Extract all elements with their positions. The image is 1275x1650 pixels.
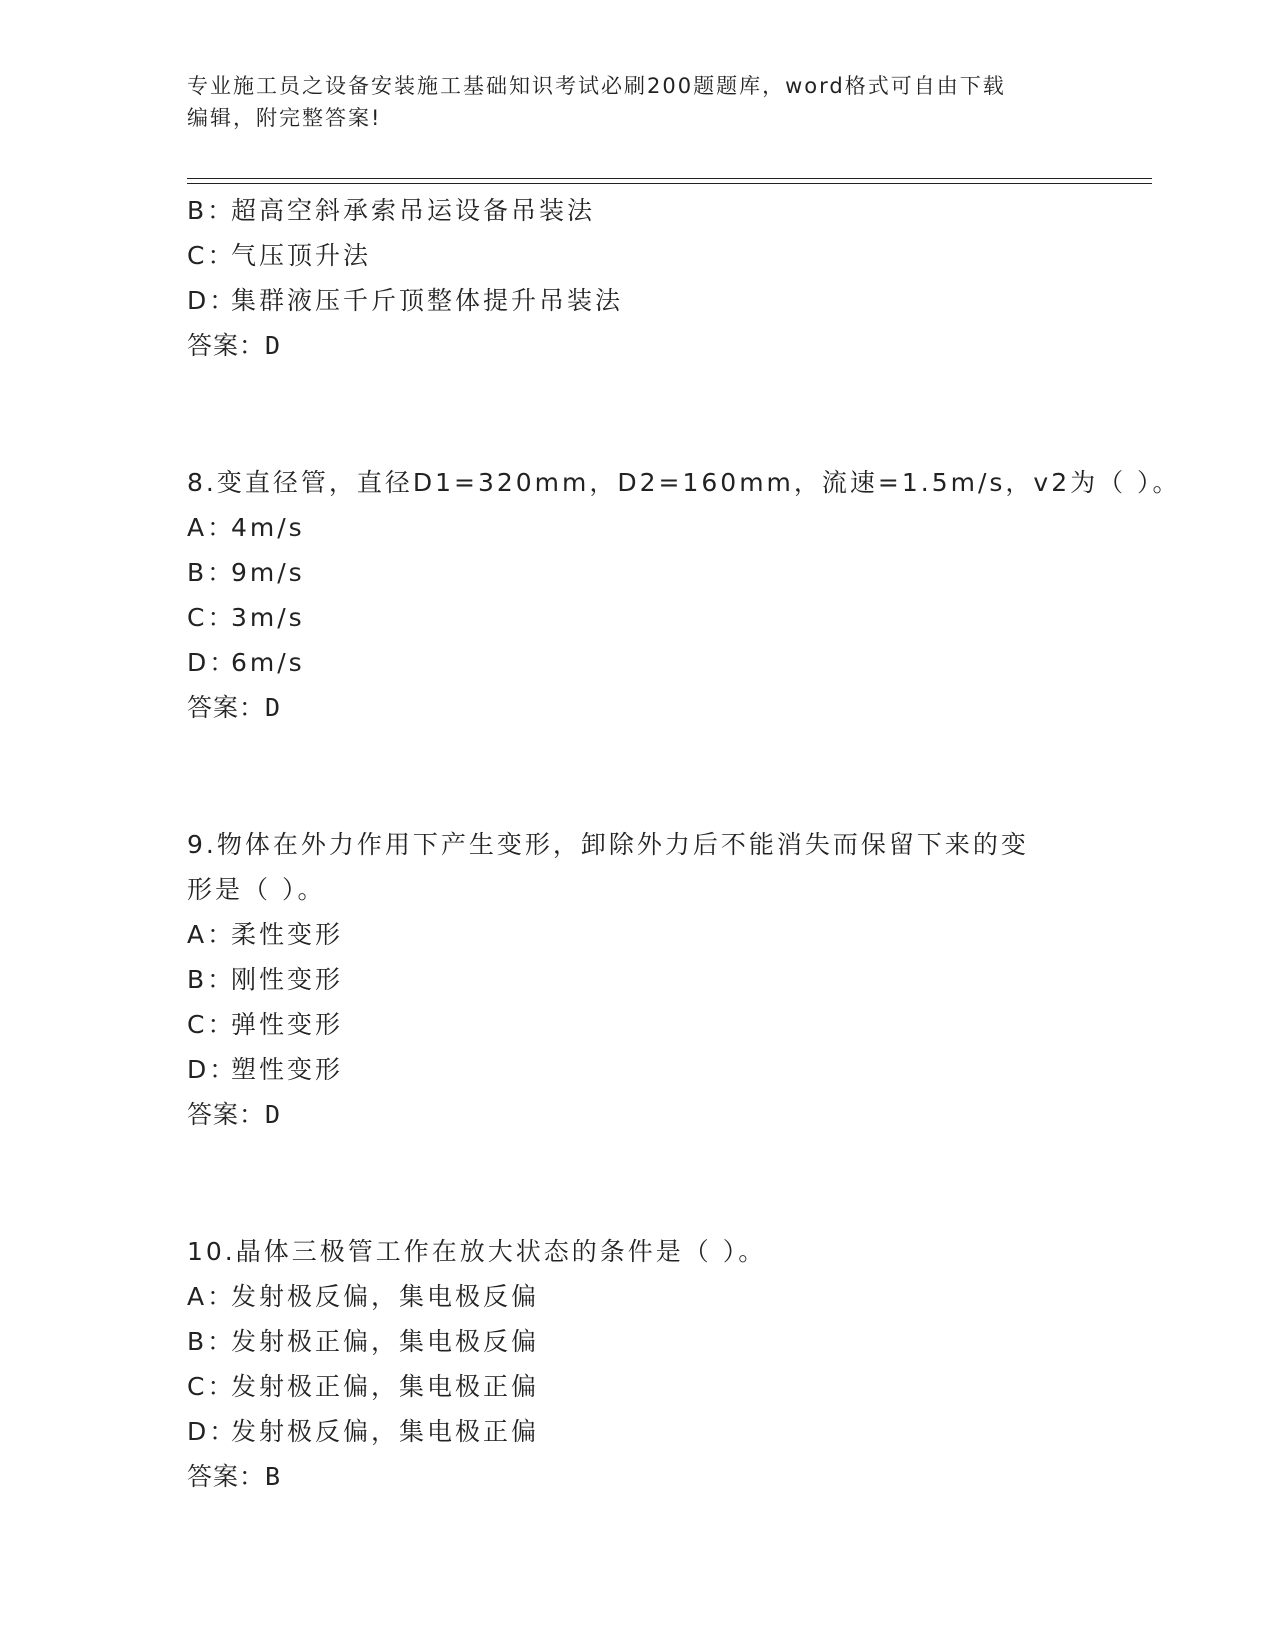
header-divider-bottom	[187, 183, 1152, 184]
option-d-label: D：	[187, 1417, 238, 1446]
option-text: 塑性变形	[231, 1055, 344, 1084]
question-10-block	[187, 1229, 1087, 1499]
option-text: 4m/s	[231, 513, 305, 542]
option-b-label: B：	[187, 558, 236, 587]
option-text: 气压顶升法	[231, 241, 372, 270]
option-c-label: C：	[187, 1372, 236, 1401]
question-8-option-d	[187, 640, 1087, 685]
option-b-label: B：	[187, 1327, 236, 1356]
question-9-option-b	[187, 957, 1087, 1002]
question-10-option-c	[187, 1364, 1087, 1409]
header-divider-top	[187, 178, 1152, 179]
spacer	[187, 1137, 1087, 1229]
option-text: 发射极反偏，集电极反偏	[231, 1282, 540, 1311]
option-d-label: D：	[187, 1055, 238, 1084]
question-9-option-c	[187, 1002, 1087, 1047]
option-text: 超高空斜承索吊运设备吊装法	[231, 196, 596, 225]
question-10-answer: 答案：B	[187, 1462, 282, 1491]
spacer	[187, 368, 1087, 460]
question-10-option-d	[187, 1409, 1087, 1454]
option-text: 发射极正偏，集电极反偏	[231, 1327, 540, 1356]
option-b-label: B：	[187, 965, 236, 994]
header-title-line-1: 专业施工员之设备安装施工基础知识考试必刷200题题库，word格式可自由下载	[187, 74, 1006, 98]
question-8-text: 8.变直径管，直径D1=320mm，D2=160mm，流速=1.5m/s，v2为（ ）。	[187, 468, 1181, 497]
option-text: 集群液压千斤顶整体提升吊装法	[231, 286, 624, 315]
question-8-option-b	[187, 550, 1087, 595]
spacer	[187, 730, 1087, 822]
question-10-text: 10.晶体三极管工作在放大状态的条件是（ ）。	[187, 1237, 767, 1266]
option-text: 弹性变形	[231, 1010, 344, 1039]
question-7-option-b	[187, 188, 1087, 233]
question-7-option-d	[187, 278, 1087, 323]
question-9-block	[187, 822, 1087, 1137]
option-text: 6m/s	[231, 648, 305, 677]
option-c-label: C：	[187, 603, 236, 632]
question-8-block	[187, 460, 1181, 730]
question-9-answer: 答案：D	[187, 1100, 282, 1129]
question-10-option-b	[187, 1319, 1087, 1364]
option-b-label: B：	[187, 196, 236, 225]
question-8-option-a	[187, 505, 1087, 550]
question-9-text-line-1: 9.物体在外力作用下产生变形，卸除外力后不能消失而保留下来的变	[187, 830, 1029, 859]
question-9-text-line-2: 形是（ ）。	[187, 875, 326, 904]
question-7-block	[187, 188, 1087, 368]
question-9-option-d	[187, 1047, 1087, 1092]
question-8-answer: 答案：D	[187, 693, 282, 722]
option-text: 9m/s	[231, 558, 305, 587]
question-7-option-c	[187, 233, 1087, 278]
question-10-option-a	[187, 1274, 1087, 1319]
question-8-option-c	[187, 595, 1087, 640]
option-a-label: A：	[187, 920, 236, 949]
question-9-option-a	[187, 912, 1087, 957]
option-text: 发射极反偏，集电极正偏	[231, 1417, 540, 1446]
header-title-line-2: 编辑，附完整答案!	[187, 106, 382, 130]
option-text: 柔性变形	[231, 920, 344, 949]
question-content	[187, 188, 1181, 1499]
document-header	[187, 70, 1067, 134]
option-c-label: C：	[187, 1010, 236, 1039]
option-d-label: D：	[187, 648, 238, 677]
question-7-answer: 答案：D	[187, 331, 282, 360]
option-text: 3m/s	[231, 603, 305, 632]
option-text: 发射极正偏，集电极正偏	[231, 1372, 540, 1401]
option-a-label: A：	[187, 1282, 236, 1311]
option-a-label: A：	[187, 513, 236, 542]
option-text: 刚性变形	[231, 965, 344, 994]
option-d-label: D：	[187, 286, 238, 315]
option-c-label: C：	[187, 241, 236, 270]
